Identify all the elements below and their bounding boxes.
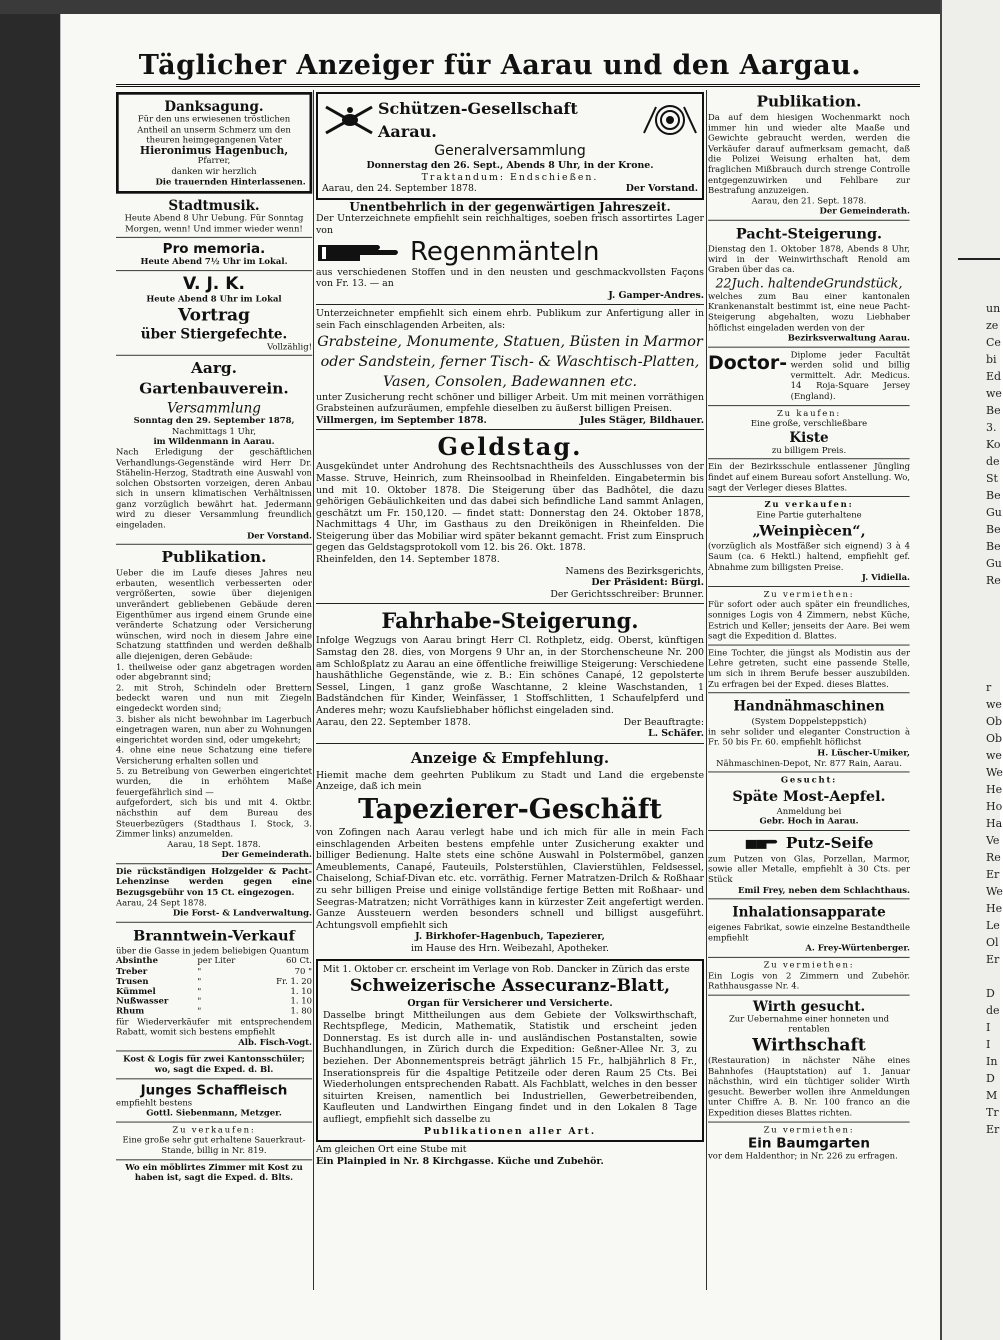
doctor-body: Diplome jeder Facultät werden solid und billig vermittelt. Adr. Medicus. 14 Roja-Square Jersey (England). bbox=[790, 350, 910, 402]
regen-title: Regenmänteln bbox=[410, 236, 600, 267]
separator bbox=[708, 220, 910, 221]
tapezierer-sign: J. Birkhofer-Hagenbuch, Tapezierer, bbox=[415, 931, 605, 943]
price-unit: " bbox=[197, 986, 202, 997]
pacht-body: Dienstag den 1. Oktober 1878, Abends 8 Uhr, wird in der Weinwirthschaft Renold am Graben über das ca. bbox=[708, 244, 910, 275]
naeh-addr: Nähmaschinen-Depot, Nr. 877 Rain, Aarau. bbox=[716, 758, 902, 769]
putz-title-row bbox=[708, 833, 910, 854]
gartenbau-versammlung: Versammlung bbox=[167, 399, 261, 417]
fahrhabe-date: Aarau, den 22. September 1878. bbox=[316, 716, 471, 728]
adjacent-page-strip bbox=[940, 0, 1003, 1340]
publikation-item: 5. zu Betreibung von Gewerben eingerichtet wurden, die in erhöhtem Maße feuergefährlich sind — bbox=[116, 766, 312, 798]
vermiethen-ad bbox=[708, 590, 910, 642]
gartenbau-date: Sonntag den 29. September 1878, bbox=[133, 416, 295, 427]
vjk-topic: über Stiergefechte. bbox=[140, 325, 288, 342]
schuetzen-header bbox=[322, 97, 698, 143]
geldstag-date: Rheinfelden, den 14. September 1878. bbox=[316, 554, 500, 566]
separator bbox=[708, 644, 910, 645]
anzeige-intro: Hiemit mache dem geehrten Publikum zu Stadt und Land die ergebenste Anzeige, daß ich mein bbox=[316, 769, 704, 793]
price-unit: " bbox=[197, 1006, 202, 1017]
pacht-big: 22Juch. haltendeGrundstück, bbox=[715, 276, 903, 291]
sauerkraut-head: Zu verkaufen: bbox=[172, 1125, 256, 1135]
branntwein-title: Branntwein-Verkauf bbox=[133, 927, 295, 945]
price-value: 70 " bbox=[294, 966, 312, 977]
wirth-head: Wirth gesucht. bbox=[752, 998, 866, 1015]
separator bbox=[116, 355, 312, 356]
fahrhabe-body: Infolge Wegzugs von Aarau bringt Herr Cl. Rothpletz, eidg. Oberst, künftigen Samstag den 28. dies, von Morgens 9 Uhr an, in der Storchenscheune Nr. 200 am Schloßplatz zu Aarau an eine öffentliche freiwillige Steigerung: Verschiedene haushäthliche Gegenstände, wie z. B.: Ein schönes Canapé, 12 gepolsterte Sessel, Lingen, 1 ganz große Waschtanne, 2 kleine Waschstanden, 1 Badständchen für Kinder, Weinfässer, 1 Stoffschlitten, 1 Schaufelpferd und Anderes mehr; wozu Kaufsliebhaber höflichst eingeladen sind. bbox=[316, 635, 704, 716]
gartenbau-place: im Wildenmann in Aarau. bbox=[153, 436, 275, 447]
danksagung-thanks: danken wir herzlich bbox=[171, 166, 257, 177]
vjk-title: V. J. K. bbox=[182, 273, 246, 294]
wein-intro: Eine Partie guterhaltene bbox=[756, 510, 862, 521]
assecuranz-ad bbox=[316, 959, 704, 1143]
crossed-rifles-icon bbox=[322, 103, 378, 137]
separator bbox=[708, 772, 910, 773]
publikation-item: 4. ohne eine neue Schatzung eine tiefere Versicherung erhalten sollen und bbox=[116, 745, 312, 767]
geldstag-schreiber: Der Gerichtsschreiber: Brunner. bbox=[550, 588, 704, 600]
plainpied-body: Ein Plainpied in Nr. 8 Kirchgasse. Küche und Zubehör. bbox=[316, 1155, 604, 1167]
table-row bbox=[116, 977, 312, 987]
wirth-title: Wirthschaft bbox=[752, 1035, 866, 1055]
branntwein-intro: über die Gasse in jedem beliebigen Quantum bbox=[116, 945, 309, 956]
baum-head: Zu vermiethen: bbox=[763, 1124, 855, 1135]
naeh-title: Handnähmaschinen bbox=[733, 697, 885, 715]
publikation-item: 3. bisher als nicht bewohnbar im Lagerbuch eingetragen waren, nun aber zu Wohnungen eingerichtet worden sind, oder umgekehrt; bbox=[116, 714, 312, 746]
price-item: Nußwasser bbox=[116, 996, 169, 1007]
tapezierer-place: im Hause des Hrn. Weibezahl, Apotheker. bbox=[411, 942, 609, 954]
verm2-body: Ein Logis von 2 Zimmern und Zubehör. Rathhausgasse Nr. 4. bbox=[708, 970, 910, 992]
regen-intro: Der Unterzeichnete empfiehlt sein reichhaltiges, soeben frisch assortirtes Lager von bbox=[316, 213, 704, 236]
separator bbox=[708, 459, 910, 460]
separator bbox=[708, 957, 910, 958]
verm-body: Für sofort oder auch später ein freundliches, sonniges Logis von 4 Zimmern, nebst Küche, Estrich und Keller; jenseits der Aare. Bei wem sagt die Expedition d. Blattes. bbox=[708, 599, 910, 642]
separator bbox=[116, 1159, 312, 1160]
separator bbox=[116, 863, 312, 864]
pacht-body2: welches zum Bau einer kantonalen Krankenanstalt bestimmt ist, eine neue Pacht-Steigerung abgehalten, wozu Liebhaber höflichst eingeladen werden von der bbox=[708, 291, 910, 333]
most-aepfel-ad bbox=[708, 775, 910, 827]
sauerkraut-body: Eine große sehr gut erhaltene Sauerkraut-Stande, billig in Nr. 819. bbox=[122, 1135, 306, 1156]
price-value: 60 Ct. bbox=[286, 956, 312, 967]
gartenbauverein-ad bbox=[116, 359, 312, 542]
separator bbox=[116, 1078, 312, 1079]
verm-head: Zu vermiethen: bbox=[763, 589, 855, 600]
vjk-vortrag: Vortrag bbox=[177, 304, 251, 325]
stadtmusik-title: Stadtmusik. bbox=[168, 197, 260, 214]
left-column bbox=[116, 92, 312, 1185]
stein-date: Villmergen, im September 1878. bbox=[316, 414, 487, 426]
kiste-body: Eine große, verschließbare bbox=[750, 418, 868, 429]
gartenbau-sign: Der Vorstand. bbox=[246, 530, 312, 541]
kiste-end: zu billigem Preis. bbox=[771, 445, 847, 456]
stein-footer bbox=[316, 415, 704, 427]
most-title: Späte Most-Aepfel. bbox=[732, 787, 886, 805]
gartenbau-body: Nach Erledigung der geschäftlichen Verhandlungs-Gegenstände wird Herr Dr. Stähelin-Herzog, Stadtrath eine Auswahl von solchen Obstsorten vorzeigen, deren Anbau sich in unsern klimatischen Verhältnissen ganz vorzüglich bewährt hat. Jedermann wird zu dieser Versammlung freundlich eingeladen. bbox=[116, 447, 312, 531]
danksagung-role: Pfarrer, bbox=[197, 156, 231, 167]
separator bbox=[708, 1121, 910, 1122]
grabsteine-ad bbox=[316, 308, 704, 426]
separator bbox=[708, 830, 910, 831]
wein-body: (vorzüglich als Mostfäßer sich eignend) 3 à 4 Saum (ca. 6 Hektl.) haltend, empfiehlt gef. Abnahme zum billigsten Preise. bbox=[708, 541, 910, 573]
branntwein-price-table bbox=[116, 956, 312, 1016]
regen-body: aus verschiedenen Stoffen und in den neusten und geschmackvollsten Façons von Fr. 13. — an bbox=[316, 266, 704, 290]
shooting-target-icon bbox=[642, 103, 698, 137]
schaffleisch-ad bbox=[116, 1082, 312, 1119]
column-divider bbox=[706, 90, 707, 1290]
fahrhabe-ad bbox=[316, 607, 704, 739]
pro-memoria-ad bbox=[116, 241, 312, 268]
regen-head: Unentbehrlich in der gegenwärtigen Jahreszeit. bbox=[349, 199, 671, 214]
naeh-sub: (System Doppelsteppstich) bbox=[751, 716, 867, 727]
schaffleisch-sign: Gottl. Siebenmann, Metzger. bbox=[146, 1108, 282, 1119]
most-sign: Gebr. Hoch in Aarau. bbox=[759, 816, 859, 827]
separator bbox=[316, 429, 704, 430]
pro-memoria-body: Heute Abend 7½ Uhr im Lokal. bbox=[140, 257, 288, 267]
inhal-sign: A. Frey-Würtenberger. bbox=[805, 943, 910, 954]
holzgelder-date: Aarau, 24 Sept 1878. bbox=[116, 898, 207, 908]
separator bbox=[116, 1121, 312, 1122]
assecuranz-intro: Mit 1. Oktober cr. erscheint im Verlage von Rob. Dancker in Zürich das erste bbox=[323, 963, 690, 975]
pacht-sign: Bezirksverwaltung Aarau. bbox=[787, 333, 910, 344]
naeh-body: in sehr solider und eleganter Construction à Fr. 50 bis Fr. 60. empfiehlt höflichst bbox=[708, 727, 910, 748]
gartenbau-title: Aarg. Gartenbauverein. bbox=[139, 359, 289, 399]
publikation-title: Publikation. bbox=[161, 548, 267, 567]
pointing-hand-icon bbox=[744, 836, 780, 852]
publikation-ad bbox=[116, 548, 312, 861]
publikation-item: 2. mit Stroh, Schindeln oder Brettern bedeckt waren und nun mit Ziegeln eingedeckt worden sind; bbox=[116, 683, 312, 714]
separator bbox=[116, 1051, 312, 1052]
naeh-sign: H. Lüscher-Umiker, bbox=[817, 748, 910, 758]
most-body: Anmeldung bei bbox=[776, 806, 842, 817]
separator bbox=[116, 544, 312, 545]
putz-body: zum Putzen von Glas, Porzellan, Marmor, sowie aller Metalle, empfiehlt à 30 Cts. per Stück bbox=[708, 854, 910, 885]
column-divider bbox=[313, 90, 314, 1290]
tapezierer-body: von Zofingen nach Aarau verlegt habe und ich mich für alle in mein Fach einschlagenden Arbeiten bestens empfehle unter Zusicherung exakter und billiger Bedienung. Halte stets eine schöne Auswahl in Polstermöbel, ganzen Ameublements, Canapé, Fauteuils, Polsterstühlen, Clavierstühlen, Feldsessel, Chaiselong, Schiaf-Divan etc. etc. vorräthig. Ferner Matratzen-Drilch & Roßhaar zu sehr billigen Preise und einige vollständige fertige Betten mit Roßhaar- und Seegras-Matratzen; nicht Vorräthiges kann in kürzester Zeit angefertigt werden. Ganze Aussteuern werden besonders schnell und billigst ausgeführt. Achtungsvoll empfiehlt sich bbox=[316, 826, 704, 931]
kiste-ad bbox=[708, 408, 910, 456]
putz-sign: Emil Frey, neben dem Schlachthaus. bbox=[738, 885, 910, 896]
danksagung-sign: Die trauernden Hinterlassenen. bbox=[155, 177, 306, 188]
separator bbox=[316, 603, 704, 604]
fahrhabe-footer bbox=[316, 717, 704, 729]
stadtmusik-body: Heute Abend 8 Uhr Uebung. Für Sonntag Morgen, wenn! Und immer wieder wenn! bbox=[124, 213, 304, 234]
wirth-body: (Restauration) in nächster Nähe eines Bahnhofes (Hauptstation) auf 1. Januar nächsthin, wird ein tüchtiger solider Wirth gesucht. Bewerber wollen ihre Anmeldungen unter Chiffre A. B. Nr. 100 franco an die Expedition dieses Blattes richten. bbox=[708, 1055, 910, 1118]
scanner-border-left bbox=[0, 0, 60, 1340]
assecuranz-subtitle: Organ für Versicherer und Versicherte. bbox=[407, 998, 613, 1010]
regen-sign: J. Gamper-Andres. bbox=[608, 289, 704, 301]
most-head: Gesucht: bbox=[780, 775, 838, 786]
price-value: 1. 10 bbox=[290, 986, 312, 997]
schaffleisch-title: Junges Schaffleisch bbox=[140, 1081, 288, 1098]
baum-title: Ein Baumgarten bbox=[748, 1135, 870, 1152]
price-value: Fr. 1. 20 bbox=[276, 976, 312, 987]
gv-place: Aarau, den 24. September 1878. bbox=[322, 183, 477, 195]
separator bbox=[316, 743, 704, 744]
wein-head: Zu verkaufen: bbox=[764, 499, 854, 510]
adjacent-page-text-top: un ze Ce bi Ed we Be 3. Ko de St Be Gu Be Be Gu Re bbox=[986, 302, 1002, 587]
stein-intro: Unterzeichneter empfiehlt sich einem ehrb. Publikum zur Anfertigung aller in sein Fach einschlagenden Arbeiten, als: bbox=[316, 308, 704, 331]
geldstag-title: Geldstag. bbox=[437, 432, 583, 462]
assecuranz-title: Schweizerische Assecuranz-Blatt, bbox=[349, 976, 671, 997]
doctor-title: Doctor- bbox=[708, 351, 788, 374]
plainpied-pre: Am gleichen Ort eine Stube mit bbox=[316, 1144, 467, 1156]
separator bbox=[116, 922, 312, 923]
fahrhabe-title: Fahrhabe-Steigerung. bbox=[381, 608, 639, 634]
kost-logis-ad: Kost & Logis für zwei Kantonsschüler; wo, sagt die Exped. d. Bl. bbox=[123, 1054, 305, 1075]
wein-sign: J. Vidiella. bbox=[861, 572, 910, 583]
branntwein-note: für Wiederverkäufer mit entsprechendem Rabatt, womit sich bestens empfiehlt bbox=[116, 1016, 312, 1038]
doctor-ad bbox=[708, 350, 910, 402]
separator bbox=[708, 692, 910, 693]
table-row bbox=[116, 987, 312, 997]
holzgelder-body: Die rückständigen Holzgelder & Pacht-Lehenzinse werden gegen eine Bezugsgebühr von 15 Ct. eingezogen. bbox=[116, 866, 312, 898]
gv-footer bbox=[322, 183, 698, 195]
gv-date: Donnerstag den 26. Sept., Abends 8 Uhr, in der Krone. bbox=[366, 160, 654, 171]
geldstag-body: Ausgekündet unter Androhung des Rechtsnachtheils des Ausschlusses von der Masse. Struve, Heinrich, zum Rheinsoolbad in Rheinfelden. Eingabetermin bis und mit 10. Oktober 1878. Die Steigerung über das Badhôtel, die dazu gehörigen Gebäulichkeiten und das dabei sich befindliche Land sammt Anlagen, geschätzt um Fr. 150,120. — findet statt: Donnerstag den 24. Oktober 1878, Nachmittags 4 Uhr, im Gasthaus zu den Dreikönigen in Rheinfelden. Die Steigerung über das Mobiliar wird später bekannt gemacht. Frist zum Einspruch gegen das Geldstagsprotokoll vom 12. bis 26. Okt. 1878. bbox=[316, 461, 704, 554]
vjk-subtitle: Heute Abend 8 Uhr im Lokal bbox=[146, 294, 282, 305]
separator bbox=[708, 346, 910, 347]
vjk-note: Vollzählig! bbox=[267, 341, 312, 352]
kiste-head: Zu kaufen: bbox=[777, 408, 841, 419]
danksagung-name: Hieronimus Hagenbuch, bbox=[139, 144, 289, 157]
right-column bbox=[708, 92, 910, 1164]
price-item: Treber bbox=[116, 966, 148, 977]
pro-memoria-title: Pro memoria. bbox=[162, 240, 266, 258]
wein-title: „Weinpiècen“, bbox=[752, 522, 866, 540]
branntwein-ad bbox=[116, 925, 312, 1048]
regenmaentel-ad bbox=[316, 199, 704, 302]
price-item: Absinthe bbox=[116, 956, 158, 967]
publikation-right-ad bbox=[708, 92, 910, 217]
price-item: Trusen bbox=[116, 976, 149, 987]
publikation-right-body: Da auf dem hiesigen Wochenmarkt noch immer hin und wieder alte Maaße und Gewichte gebraucht werden, werden die Verkäufer darauf aufmerksam gemacht, daß die Polizei Weisung erhalten hat, dem fraglichen Mißbrauch durch strenge Controlle entgegenzuwirken und Fehlbare zur Bestrafung anzuzeigen. bbox=[708, 112, 910, 196]
branntwein-sign: Alb. Fisch-Vogt. bbox=[238, 1037, 312, 1048]
publikation-sign: Der Gemeinderath. bbox=[221, 850, 312, 860]
stein-title: Grabsteine, Monumente, Statuen, Büsten in Marmor oder Sandstein, ferner Tisch- & Waschtisch-Platten, Vasen, Consolen, Badewannen etc. bbox=[317, 333, 703, 390]
pacht-title: Pacht-Steigerung. bbox=[735, 225, 883, 243]
kiste-title: Kiste bbox=[789, 429, 829, 446]
schaffleisch-body: empfiehlt bestens bbox=[116, 1097, 193, 1108]
price-unit: " bbox=[197, 996, 202, 1007]
putz-title: Putz-Seife bbox=[785, 834, 874, 853]
table-row bbox=[116, 1007, 312, 1017]
publikation-right-date: Aarau, den 21. Sept. 1878. bbox=[751, 196, 867, 207]
verm2-head: Zu vermiethen: bbox=[763, 960, 855, 971]
inhalation-ad bbox=[708, 902, 910, 954]
stadtmusik-ad bbox=[116, 197, 312, 234]
fahrhabe-sign: L. Schäfer. bbox=[648, 728, 704, 740]
fahrhabe-beauftragte: Der Beauftragte: bbox=[623, 716, 704, 728]
baum-body: vor dem Haldenthor; in Nr. 226 zu erfragen. bbox=[708, 1151, 898, 1162]
scanner-border-top bbox=[0, 0, 1000, 14]
price-unit: " bbox=[197, 966, 202, 977]
schuetzen-title: Schützen-Gesellschaft Aarau. bbox=[378, 99, 578, 141]
publikation-right-title: Publikation. bbox=[756, 92, 862, 111]
danksagung-body: Für den uns erwiesenen tröstlichen Antheil an unserm Schmerz um den theuren heimgegangenen Vater bbox=[137, 114, 291, 146]
inhal-body: eigenes Fabrikat, sowie einzelne Bestandtheile empfiehlt bbox=[708, 922, 910, 944]
publikation-end: aufgefordert, sich bis und mit 4. Oktbr. nächsthin auf dem Bureau des Steuerbezügers (Stadthaus I. Stock, 3. Zimmer links) anzumelden. bbox=[116, 797, 312, 840]
separator bbox=[708, 405, 910, 406]
price-unit: per Liter bbox=[197, 956, 236, 967]
regen-title-row bbox=[316, 237, 704, 267]
separator bbox=[708, 995, 910, 996]
tapezierer-ad bbox=[316, 747, 704, 955]
holzgelder-sign: Die Forst- & Landverwaltung. bbox=[172, 908, 312, 919]
pointing-hand-icon bbox=[316, 237, 402, 267]
wirth-intro: Zur Uebernahme einer honneten und rentablen bbox=[728, 1014, 890, 1035]
wirth-ad bbox=[708, 998, 910, 1118]
separator bbox=[316, 304, 704, 305]
weinpiecen-ad bbox=[708, 500, 910, 583]
schuetzen-ad bbox=[316, 92, 704, 200]
separator bbox=[116, 237, 312, 238]
danksagung-ad bbox=[116, 92, 312, 194]
price-item: Rhum bbox=[116, 1006, 145, 1017]
tochter-ad: Eine Tochter, die jüngst als Modistin aus der Lehre getreten, sucht eine passende Stelle, um sich in ihrem Berufe besser auszubilden. Zu erfragen bei der Exped. dieses Blattes. bbox=[708, 647, 910, 690]
publikation-item: 1. theilweise oder ganz abgetragen worden oder abgebrannt sind; bbox=[116, 662, 312, 683]
publikation-body: Ueber die im Laufe dieses Jahres neu erbauten, wesentlich verbesserten oder vergrößerten, sowie über diejenigen unverändert gebliebenen Gebäude deren Eigenthümer aus irgend einem Grunde eine veränderte Schatzung oder Versicherung wünschen, wird noch in diesem Jahre eine Schatzung stattfinden und werden deßhalb alle diejenigen, deren Gebäude: bbox=[116, 568, 312, 662]
logis-ad bbox=[708, 961, 910, 992]
inhal-title: Inhalationsapparate bbox=[732, 904, 886, 921]
putz-seife-ad bbox=[708, 833, 910, 895]
publikation-right-sign: Der Gemeinderath. bbox=[819, 206, 910, 217]
price-item: Kümmel bbox=[116, 986, 156, 997]
middle-column bbox=[316, 92, 704, 1167]
geldstag-ad bbox=[316, 433, 704, 600]
gv-traktandum: Traktandum: Endschießen. bbox=[421, 171, 599, 183]
stein-body: unter Zusicherung recht schöner und billiger Arbeit. Um mit meinen vorräthigen Grabsteinen aufzuräumen, empfehle dieselben zu äußerst billigen Preisen. bbox=[316, 391, 704, 415]
adjacent-page-rule bbox=[958, 258, 1000, 260]
plainpied-ad bbox=[316, 1144, 704, 1156]
danksagung-title: Danksagung. bbox=[164, 98, 264, 115]
table-row bbox=[116, 966, 312, 976]
gv-title: Generalversammlung bbox=[434, 143, 586, 159]
baumgarten-ad bbox=[708, 1125, 910, 1162]
table-row bbox=[116, 956, 312, 966]
stein-sign: Jules Stäger, Bildhauer. bbox=[579, 414, 704, 426]
juengling-ad: Ein der Bezirksschule entlassener Jüngling findet auf einem Bureau sofort Anstellung. Wo, sagt der Verleger dieses Blattes. bbox=[708, 462, 910, 494]
tapezierer-title: Tapezierer-Geschäft bbox=[358, 793, 662, 825]
anzeige-title: Anzeige & Empfehlung. bbox=[410, 748, 610, 767]
separator bbox=[708, 586, 910, 587]
masthead: Täglicher Anzeiger für Aarau und den Aargau. bbox=[138, 50, 862, 81]
holzgelder-ad bbox=[116, 867, 312, 919]
geldstag-gericht: Namens des Bezirksgerichts, bbox=[565, 565, 704, 577]
zimmer-ad: Wo ein möblirtes Zimmer mit Kost zu haben ist, sagt die Exped. d. Blts. bbox=[125, 1162, 303, 1183]
sauerkraut-ad bbox=[116, 1125, 312, 1156]
assecuranz-end: Publikationen aller Art. bbox=[423, 1125, 597, 1137]
publikation-date: Aarau, 18 Sept. 1878. bbox=[167, 839, 261, 850]
geldstag-president: Der Präsident: Bürgi. bbox=[591, 577, 704, 589]
price-value: 1. 10 bbox=[290, 996, 312, 1007]
separator bbox=[708, 899, 910, 900]
separator bbox=[708, 496, 910, 497]
vjk-ad bbox=[116, 274, 312, 352]
assecuranz-body: Dasselbe bringt Mittheilungen aus dem Gebiete der Volkswirthschaft, Rechtspflege, Medicin, Mathematik, Statistik und erscheint jeden Donnerstag. Es ist durch alle in- und ausländischen Postanstalten, sowie Buchhandlungen, in Zürich durch die Expedition: Geßner-Allee Nr. 3, zu beziehen. Der Abonnementspreis beträgt jährlich 15 Fr., halbjährlich 8 Fr., Inserationspreis für die 4spaltige Petitzeile oder deren Raum 25 Cts. Bei Wiederholungen entsprechenden Rabatt. Als Fachblatt, welches in den besser situirten Kreisen, namentlich bei Industriellen, Gewerbetreibenden, Kaufleuten und Landwirthen Eingang findet und in den Lokalen 8 Tage aufliegt, empfiehlt sich dasselbe zu bbox=[323, 1009, 697, 1126]
adjacent-page-text-bottom: r we Ob Ob we We He Ho Ha Ve Re Er We He Le Ol Er D de I I In D M Tr Er bbox=[986, 681, 1003, 1136]
table-row bbox=[116, 997, 312, 1007]
masthead-rule bbox=[116, 84, 920, 87]
separator bbox=[116, 270, 312, 271]
naehmaschinen-ad bbox=[708, 696, 910, 769]
gartenbau-time: Nachmittags 1 Uhr, bbox=[172, 426, 256, 437]
price-value: 1. 80 bbox=[290, 1006, 312, 1017]
gv-sign: Der Vorstand. bbox=[625, 183, 698, 195]
price-unit: " bbox=[197, 976, 202, 987]
pacht-steigerung-ad bbox=[708, 223, 910, 343]
